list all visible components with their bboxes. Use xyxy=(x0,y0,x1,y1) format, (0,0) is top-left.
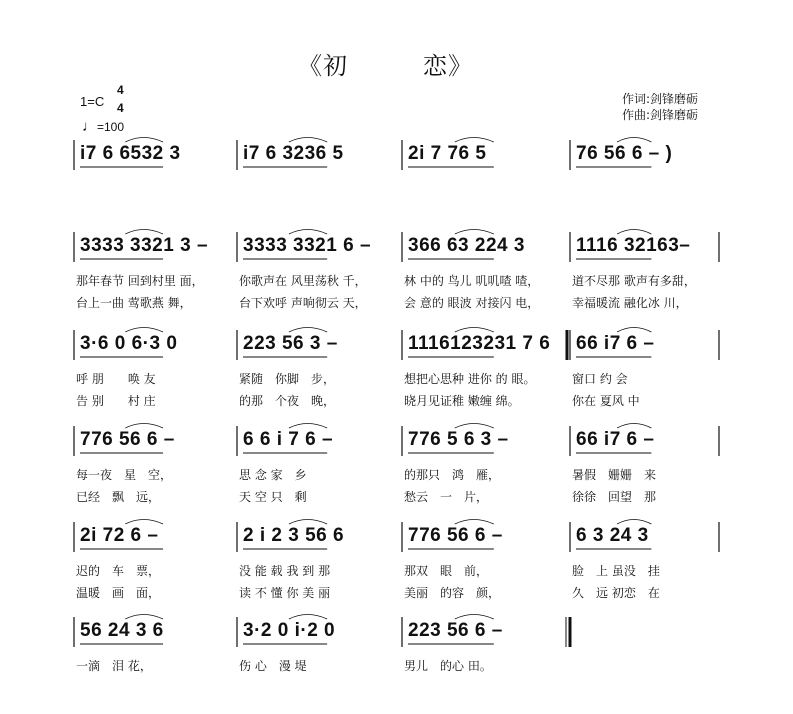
measure-notes: i7 6 6532 3 xyxy=(80,143,181,164)
lyric-segment: 台下欢呼 声响彻云 天， xyxy=(239,296,367,310)
measure-notes: 66 i7 6 – xyxy=(576,429,655,450)
lyric-segment: 思 念 家 乡 xyxy=(239,468,307,482)
measure-notes: 3·6 0 6·3 0 xyxy=(80,333,178,354)
lyric-segment: 暑假 姗姗 来 xyxy=(572,468,657,482)
lyric-segment: 男儿 的心 田。 xyxy=(404,659,492,673)
lyric-segment: 窗口 约 会 xyxy=(572,372,628,386)
slur-arc xyxy=(455,520,494,525)
lyric-segment: 台上一曲 莺歌燕 舞， xyxy=(76,296,192,310)
slur-arc xyxy=(125,328,163,333)
lyric-segment: 告 别 村 庄 xyxy=(76,394,156,408)
slur-arc xyxy=(289,424,327,429)
lyric-segment: 那双 眼 前， xyxy=(404,564,489,578)
time-signature-top: 4 xyxy=(117,83,124,97)
slur-arc xyxy=(289,138,327,143)
measure-notes: 366 63 224 3 xyxy=(408,235,525,256)
key-signature: 1=C xyxy=(80,94,105,109)
lyric-segment: 迟的 车 票， xyxy=(76,564,161,578)
measure-notes: 3333 3321 3 – xyxy=(80,235,209,256)
lyric-segment: 晓月见证稚 嫩缠 绵。 xyxy=(404,394,520,408)
slur-arc xyxy=(125,230,163,235)
slur-arc xyxy=(617,328,651,333)
slur-arc xyxy=(455,328,494,333)
slur-arc xyxy=(617,520,651,525)
measure-notes: i7 6 3236 5 xyxy=(243,143,344,164)
slur-arc xyxy=(455,424,494,429)
slur-arc xyxy=(125,138,163,143)
lyric-segment: 伤 心 漫 堤 xyxy=(239,659,307,673)
measure-notes: 1116 32163– xyxy=(576,235,691,256)
measure-notes: 2i 7 76 5 xyxy=(408,143,487,164)
lyric-segment: 脸 上 虽没 挂 xyxy=(572,564,660,578)
slur-arc xyxy=(455,138,494,143)
lyric-segment: 天 空 只 剩 xyxy=(239,490,307,504)
lyric-segment: 幸福暖流 融化冰 川， xyxy=(572,296,688,310)
lyric-segment: 愁云 一 片， xyxy=(404,490,489,504)
measure-notes: 76 56 6 – ) xyxy=(576,143,673,164)
lyric-segment: 一滴 泪 花， xyxy=(76,659,152,673)
lyric-segment: 你歌声在 风里荡秋 千， xyxy=(239,274,367,288)
lyric-segment: 久 远 初恋 在 xyxy=(572,586,660,600)
song-title: 《初 恋》 xyxy=(298,52,473,80)
lyric-segment: 没 能 载 我 到 那 xyxy=(239,564,331,578)
measure-notes: 3333 3321 6 – xyxy=(243,235,372,256)
lyric-segment: 那年春节 回到村里 面， xyxy=(76,274,204,288)
lyric-segment: 呼 朋 唤 友 xyxy=(76,372,156,386)
measure-notes: 6 6 i 7 6 – xyxy=(243,429,334,450)
lyric-segment: 紧随 你脚 步， xyxy=(239,372,336,386)
measure-notes: 223 56 3 – xyxy=(243,333,338,354)
lyric-segment: 你在 夏风 中 xyxy=(572,394,640,408)
lyric-segment: 每一夜 星 空， xyxy=(76,468,173,482)
slur-arc xyxy=(455,615,494,620)
slur-arc xyxy=(455,230,494,235)
lyric-segment: 想把心思种 进你 的 眼。 xyxy=(404,372,536,386)
measure-notes: 776 56 6 – xyxy=(408,525,503,546)
slur-arc xyxy=(289,615,327,620)
slur-arc xyxy=(617,424,651,429)
slur-arc xyxy=(289,230,327,235)
tempo-value: =100 xyxy=(97,120,125,134)
measure-notes: 776 5 6 3 – xyxy=(408,429,509,450)
lyric-segment: 会 意的 眼波 对接闪 电， xyxy=(404,296,540,310)
lyric-segment: 读 不 懂 你 美 丽 xyxy=(239,586,331,600)
lyric-segment: 林 中的 鸟儿 叽叽喳 喳， xyxy=(404,274,540,288)
lyric-segment: 徐徐 回望 那 xyxy=(572,490,657,504)
slur-arc xyxy=(617,138,651,143)
lyric-segment: 温暖 画 面， xyxy=(76,586,161,600)
slur-arc xyxy=(125,615,163,620)
lyric-segment: 的那只 鸿 雁， xyxy=(404,468,501,482)
lyric-segment: 已经 飘 远， xyxy=(76,490,161,504)
slur-arc xyxy=(617,230,651,235)
time-signature-bottom: 4 xyxy=(117,101,124,115)
quarter-note-icon: ♩ xyxy=(82,118,97,135)
slur-arc xyxy=(125,520,163,525)
lyricist-credit: 作词:剑锋磨砺 xyxy=(622,92,699,106)
measure-notes: 1116123231 7 6 xyxy=(408,333,551,354)
lyric-segment: 美丽 的容 颜， xyxy=(404,586,501,600)
measure-notes: 56 24 3 6 xyxy=(80,620,164,641)
measure-notes: 6 3 24 3 xyxy=(576,525,649,546)
measure-notes: 2 i 2 3 56 6 xyxy=(243,525,345,546)
measure-notes: 2i 72 6 – xyxy=(80,525,159,546)
slur-arc xyxy=(289,520,327,525)
lyric-segment: 的那 个夜 晚， xyxy=(239,394,336,408)
measure-notes: 66 i7 6 – xyxy=(576,333,655,354)
slur-arc xyxy=(125,424,163,429)
measure-notes: 223 56 6 – xyxy=(408,620,503,641)
slur-arc xyxy=(289,328,327,333)
measure-notes: 3·2 0 i·2 0 xyxy=(243,620,336,641)
lyric-segment: 道不尽那 歌声有多甜， xyxy=(572,274,696,288)
measure-notes: 776 56 6 – xyxy=(80,429,175,450)
composer-credit: 作曲:剑锋磨砺 xyxy=(622,108,699,122)
